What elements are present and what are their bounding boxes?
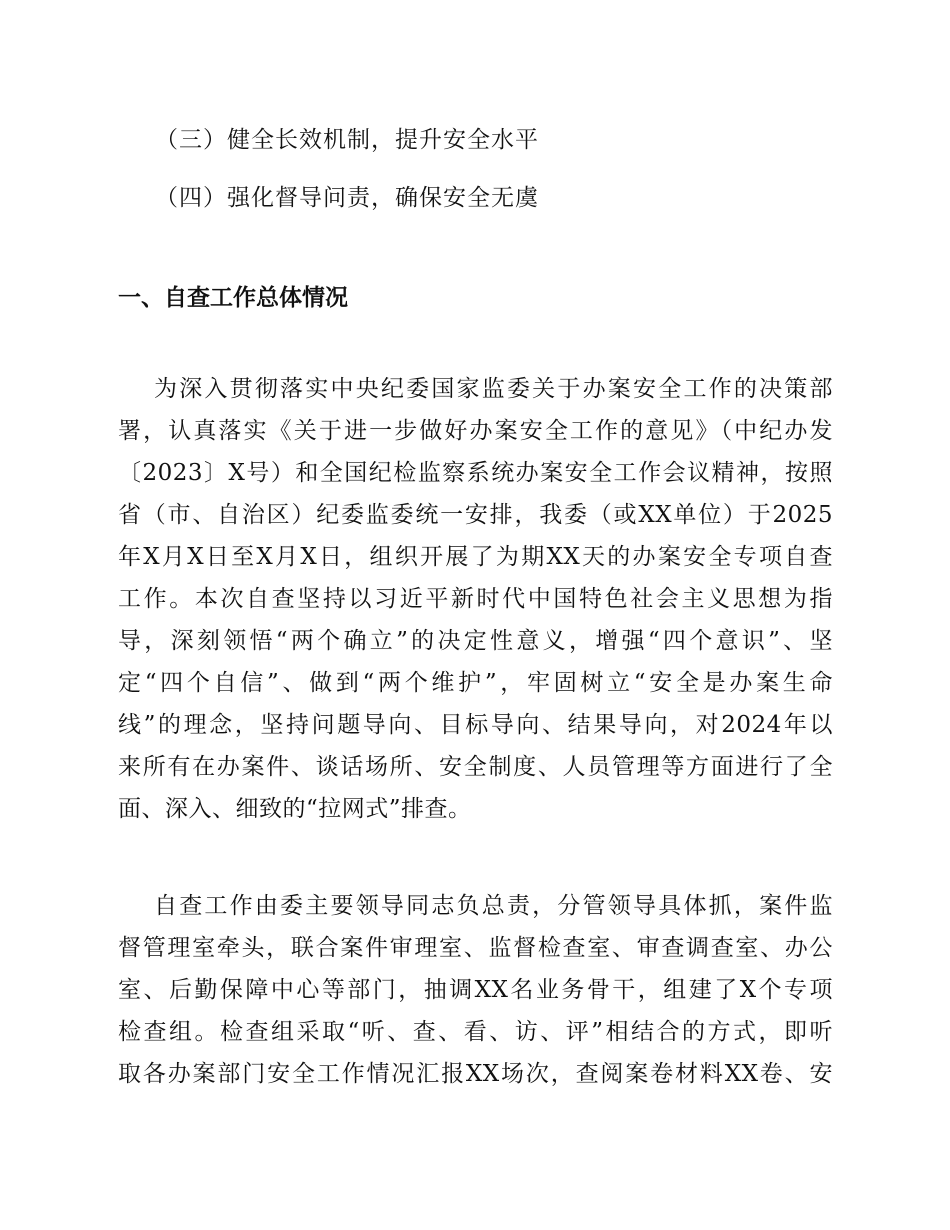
outline-item-3: （三）健全长效机制，提升安全水平 [155,127,539,153]
paragraph-line: 线”的理念，坚持问题导向、目标导向、结果导向，对2024年以 [118,712,833,738]
paragraph-line: 取各办案部门安全工作情况汇报XX场次，查阅案卷材料XX卷、安 [118,1061,833,1087]
paragraph-line: 导，深刻领悟“两个确立”的决定性意义，增强“四个意识”、坚 [118,628,833,654]
paragraph-line: 署，认真落实《关于进一步做好办案安全工作的意见》（中纪办发 [118,418,833,444]
paragraph-1 [118,368,833,830]
paragraph-line: 年X月X日至X月X日，组织开展了为期XX天的办案安全专项自查 [118,544,833,570]
paragraph-line: 室、后勤保障中心等部门，抽调XX名业务骨干，组建了X个专项 [118,977,833,1003]
paragraph-line: 检查组。检查组采取“听、查、看、访、评”相结合的方式，即听 [118,1019,833,1045]
section-heading: 一、自查工作总体情况 [118,285,348,311]
paragraph-line: 自查工作由委主要领导同志负总责，分管领导具体抓，案件监 [154,893,833,919]
paragraph-line: 面、深入、细致的“拉网式”排查。 [118,796,472,822]
paragraph-line: 督管理室牵头，联合案件审理室、监督检查室、审查调查室、办公 [118,935,833,961]
paragraph-line: 工作。本次自查坚持以习近平新时代中国特色社会主义思想为指 [118,586,833,612]
paragraph-line: 定“四个自信”、做到“两个维护”，牢固树立“安全是办案生命 [118,670,833,696]
paragraph-2 [118,885,833,1095]
paragraph-line: 为深入贯彻落实中央纪委国家监委关于办案安全工作的决策部 [154,376,833,402]
paragraph-line: 来所有在办案件、谈话场所、安全制度、人员管理等方面进行了全 [118,754,833,780]
paragraph-line: 省（市、自治区）纪委监委统一安排，我委（或XX单位）于2025 [118,502,833,528]
outline-item-4: （四）强化督导问责，确保安全无虞 [155,185,539,211]
paragraph-line: 〔2023〕X号）和全国纪检监察系统办案安全工作会议精神，按照 [118,460,833,486]
